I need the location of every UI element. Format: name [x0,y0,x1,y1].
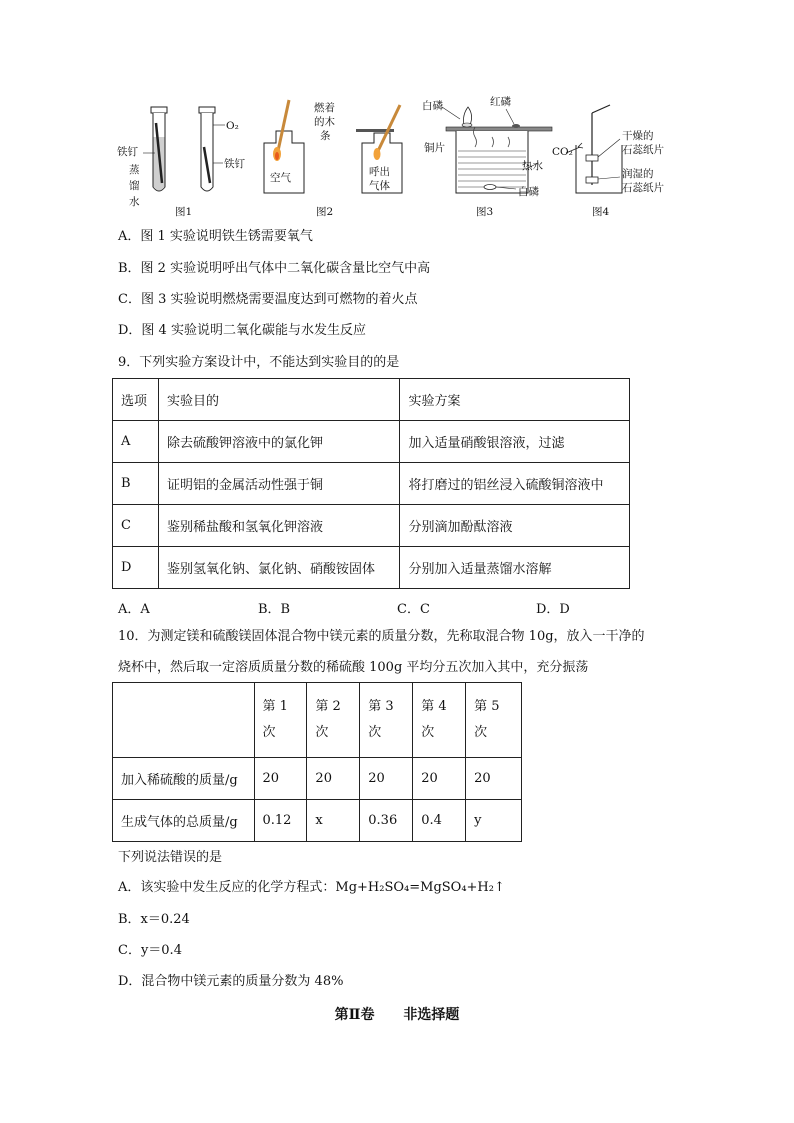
header-line: 次 [474,725,488,740]
stopper-2 [199,107,215,113]
fig1-label-nail2: 铁钉 [224,158,245,170]
wet-paper [586,177,598,183]
figure-2 [258,95,418,220]
table-cell: 0.36 [360,800,413,842]
table-header-cell [466,683,522,758]
q9-option-c[interactable]: C．C [397,602,430,617]
copper-sheet [446,127,552,131]
fig1-label-nail: 铁钉 [117,146,138,158]
fig2-label-breath1: 呼出 [369,166,390,178]
q10-question: 下列说法错误的是 [118,850,223,865]
table-header-cell: 选项 [113,379,159,421]
fig1-label-o2: O₂ [226,120,239,132]
table-cell: 加入稀硫酸的质量/g [113,758,255,800]
q9-option-d[interactable]: D．D [536,602,570,617]
table-cell: 20 [307,758,360,800]
table-header-cell [307,683,360,758]
header-line: 次 [315,725,329,740]
table-header-cell: 实验方案 [400,379,630,421]
table-cell: 20 [466,758,522,800]
fig2-label-stick3: 条 [320,130,331,142]
q8-option-c[interactable]: C．图 3 实验说明燃烧需要温度达到可燃物的着火点 [118,292,418,307]
figure-1 [115,95,245,220]
q10-option-c[interactable]: C．y＝0.4 [118,943,182,958]
fig3-label-white-p: 白磷 [422,100,443,112]
table-row [113,463,630,505]
table-cell: 0.4 [413,800,466,842]
table-header-cell: 实验目的 [158,379,400,421]
beaker-4 [576,145,622,193]
fig4-caption: 图4 [592,206,610,218]
fig1-label-water2: 馏 [129,180,140,192]
table-cell: 鉴别稀盐酸和氢氧化钾溶液 [158,505,400,547]
q9-stem: 9．下列实验方案设计中，不能达到实验目的的是 [118,355,400,370]
table-cell: 分别加入适量蒸馏水溶解 [400,547,630,589]
flame-2 [374,148,381,160]
table-cell: y [466,800,522,842]
section-heading [0,1004,794,1024]
q10-option-a[interactable]: A．该实验中发生反应的化学方程式：Mg+H₂SO₄=MgSO₄+H₂↑ [118,880,505,895]
table-cell: 证明铝的金属活动性强于铜 [158,463,400,505]
fig2-label-stick2: 的木 [314,116,335,128]
header-line: 第 2 [315,699,341,714]
table-cell: B [113,463,159,505]
header-line: 第 1 [262,699,288,714]
table-cell: D [113,547,159,589]
fig2-caption: 图2 [316,206,334,218]
fig1-caption: 图1 [175,206,193,218]
fig4-label-wet2: 石蕊纸片 [622,182,664,194]
table-row [113,505,630,547]
fig3-label-white-p-bottom: 白磷 [518,186,539,198]
figure-3 [420,95,555,220]
fig2-label-stick1: 燃着 [314,102,335,114]
table-cell: 20 [254,758,307,800]
table-cell: 除去硫酸钾溶液中的氯化钾 [158,421,400,463]
fig2-label-breath2: 气体 [369,180,390,192]
header-line: 次 [421,725,435,740]
beaker [456,131,528,193]
q10-table [112,682,522,842]
fig4-label-dry2: 石蕊纸片 [622,144,664,156]
figure-4 [552,95,682,220]
table-cell: 加入适量硝酸银溶液，过滤 [400,421,630,463]
table-header-cell [113,683,255,758]
q10-option-d[interactable]: D．混合物中镁元素的质量分数为 48% [118,974,344,989]
q10-stem-line1: 10．为测定镁和硫酸镁固体混合物中镁元素的质量分数，先称取混合物 10g，放入一干净的 [118,629,645,644]
table-cell: 将打磨过的铝丝浸入硫酸铜溶液中 [400,463,630,505]
fig3-label-hot-water: 热水 [522,160,543,172]
fig3-label-red-p: 红磷 [490,96,511,108]
fig4-label-co2: CO₂ [552,146,573,158]
q9-option-a[interactable]: A．A [118,602,150,617]
table-cell: 20 [413,758,466,800]
header-line: 次 [262,725,276,740]
table-header-row [113,683,522,758]
table-header-cell [413,683,466,758]
section-part1: 第Ⅱ卷 [334,1007,375,1023]
q8-option-b[interactable]: B．图 2 实验说明呼出气体中二氧化碳含量比空气中高 [118,261,431,276]
table-cell: C [113,505,159,547]
table-row [113,758,522,800]
dry-paper [586,155,598,161]
table-header-row [113,379,630,421]
table-header-cell [254,683,307,758]
table-row [113,421,630,463]
q9-table [112,378,630,589]
fig1-label-water1: 蒸 [129,164,140,176]
q8-option-d[interactable]: D．图 4 实验说明二氧化碳能与水发生反应 [118,323,366,338]
stopper-1 [151,107,167,113]
table-cell: 鉴别氢氧化钠、氯化钠、硝酸铵固体 [158,547,400,589]
header-line: 次 [368,725,382,740]
fig4-label-wet1: 润湿的 [622,168,654,180]
table-row [113,547,630,589]
q10-stem-line2: 烧杯中，然后取一定溶质质量分数的稀硫酸 100g 平均分五次加入其中，充分振荡 [118,660,589,675]
header-line: 第 3 [368,699,394,714]
table-header-cell [360,683,413,758]
fig2-label-air: 空气 [270,172,291,184]
fig3-caption: 图3 [476,206,494,218]
table-cell: 分别滴加酚酞溶液 [400,505,630,547]
q10-option-b[interactable]: B．x＝0.24 [118,912,190,927]
section-part2: 非选择题 [403,1007,460,1023]
fig3-label-copper: 铜片 [424,142,445,154]
header-line: 第 4 [421,699,447,714]
table-row [113,800,522,842]
table-cell: 生成气体的总质量/g [113,800,255,842]
fig1-label-water3: 水 [129,196,140,208]
flame-3 [464,107,472,125]
table-cell: 20 [360,758,413,800]
test-tube-2 [201,113,213,191]
table-cell: x [307,800,360,842]
fig4-label-dry1: 干燥的 [622,130,654,142]
q8-option-a[interactable]: A．图 1 实验说明铁生锈需要氧气 [118,229,313,244]
header-line: 第 5 [474,699,500,714]
q9-option-b[interactable]: B．B [258,602,291,617]
table-cell: 0.12 [254,800,307,842]
table-cell: A [113,421,159,463]
